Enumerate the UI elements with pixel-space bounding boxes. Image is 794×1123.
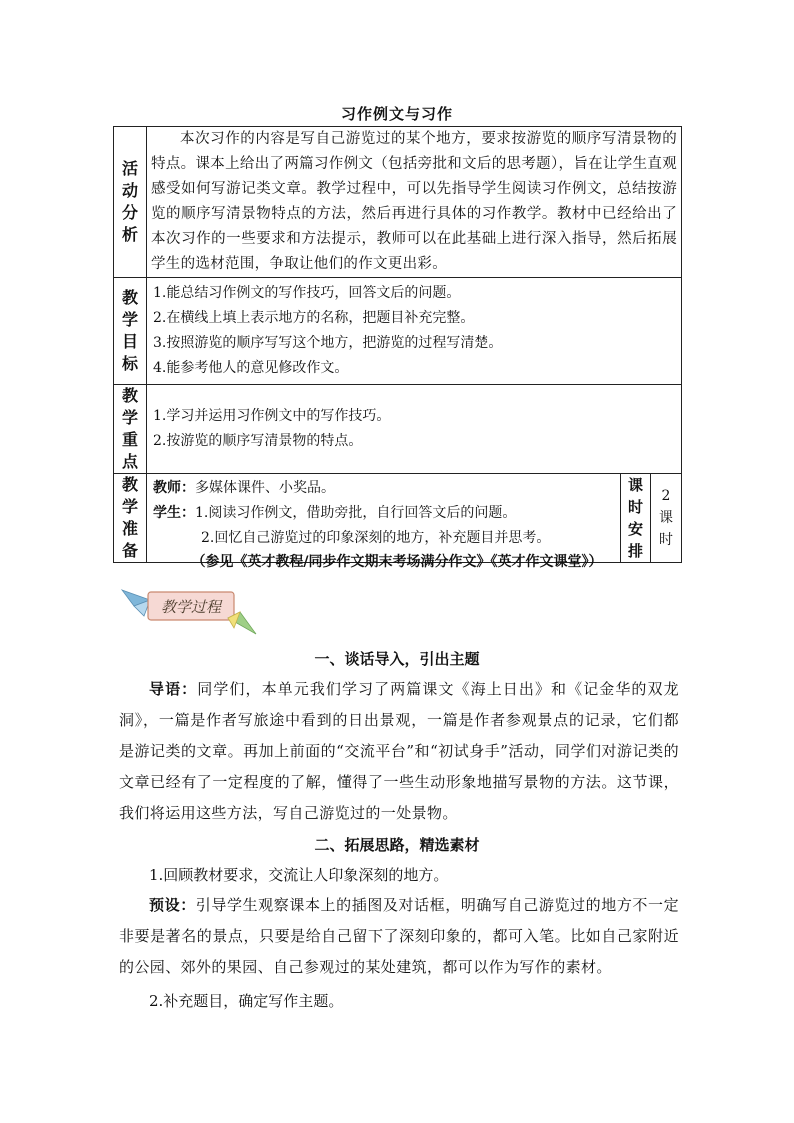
focus-content-cell: [147, 385, 682, 474]
goal-item: 4.能参考他人的意见修改作文。: [153, 360, 349, 376]
preset-text: 引导学生观察课本上的插图及对话框，明确写自己游览过的地方不一定非要是著名的景点，只要是给自己留下了深刻印象的，都可入笔。比如自己家附近的公园、郊外的果园、自己参观过的某处建筑，都可以作为写作的素材。: [119, 896, 679, 976]
teacher-line: [153, 476, 614, 501]
section2-heading: 二、拓展思路，精选素材: [314, 836, 480, 854]
student-item: 2.回忆自己游览过的印象深刻的地方，补充题目并思考。: [201, 530, 551, 546]
badge-text: 教学过程: [160, 598, 222, 616]
focus-item: 1.学习并运用习作例文中的写作技巧。: [153, 408, 391, 424]
goals-header: 教学目标: [121, 288, 138, 373]
lesson-plan-table: [113, 126, 682, 563]
section2-paragraph: [119, 890, 679, 983]
section1-heading: 一、谈话导入，引出主题: [314, 650, 480, 668]
intro-text: 同学们，本单元我们学习了两篇课文《海上日出》和《记金华的双龙洞》，一篇是作者写旅途中看到的日出景观，一篇是作者参观景点的记录，它们都是游记类的文章。再加上前面的“交流平台”和“初试身手”活动，同学们对游记类的文章已经有了一定程度的了解，懂得了一些生动形象地描写景物的方法。这节课，我们将运用这些方法，写自己游览过的一处景物。: [119, 680, 679, 822]
goal-item: 1.能总结习作例文的写作技巧，回答文后的问题。: [153, 285, 461, 301]
student-line-2: [153, 526, 614, 551]
goals-list: [147, 278, 681, 384]
teacher-label: 教师：: [153, 480, 195, 496]
prep-header: 教学准备: [121, 475, 138, 560]
intro-label: 导语：: [149, 680, 198, 698]
student-label: 学生：: [153, 505, 195, 521]
section1-paragraph: [119, 674, 679, 829]
focus-list: [147, 401, 681, 457]
prep-content-cell: [147, 474, 621, 563]
goal-item: 3.按照游览的顺序写写这个地方，把游览的过程写清楚。: [153, 335, 503, 351]
section2-step1: 1.回顾教材要求，交流让人印象深刻的地方。: [149, 866, 449, 884]
schedule-value: 2课时: [659, 488, 673, 548]
page-title: 习作例文与习作: [340, 105, 453, 123]
activity-text: 本次习作的内容是写自己游览过的某个地方，要求按游览的顺序写清景物的特点。课本上给出了两篇习作例文（包括旁批和文后的思考题），旨在让学生直观感受如何写游记类文章。教学过程中，可以先指导学生阅读习作例文，总结按游览的顺序写清景物特点的方法，然后再进行具体的习作教学。教材中已经给出了本次习作的一些要求和方法提示，教师可以在此基础上进行深入指导，然后拓展学生的选材范围，争取让他们的作文更出彩。: [151, 131, 677, 272]
focus-item: 2.按游览的顺序写清景物的特点。: [153, 433, 363, 449]
goals-content-cell: [147, 278, 682, 385]
paper-plane-icon: [120, 582, 260, 638]
goal-item: 2.在横线上填上表示地方的名称，把题目补充完整。: [153, 310, 475, 326]
focus-header-cell: [114, 385, 147, 474]
prep-header-cell: [114, 474, 147, 563]
preset-label: 预设：: [149, 896, 196, 914]
student-item: 1.阅读习作例文，借助旁批，自行回答文后的问题。: [195, 505, 517, 521]
activity-header-cell: [114, 127, 147, 278]
activity-content-cell: [147, 127, 682, 278]
focus-header: 教学重点: [121, 386, 138, 471]
prep-content: [147, 474, 620, 553]
teacher-text: 多媒体课件、小奖品。: [195, 480, 335, 496]
schedule-value-cell: [651, 474, 682, 563]
schedule-header-cell: [621, 474, 651, 563]
teaching-process-badge: [120, 582, 260, 638]
schedule-header: 课时安排: [627, 476, 643, 560]
activity-header: 活动分析: [121, 159, 138, 244]
goals-header-cell: [114, 278, 147, 385]
student-line: [153, 501, 614, 526]
reference-note: （参见《英才教程/同步作文期末考场满分作文》《英才作文课堂》）: [191, 554, 603, 570]
section2-step2: 2.补充题目，确定写作主题。: [149, 992, 344, 1010]
